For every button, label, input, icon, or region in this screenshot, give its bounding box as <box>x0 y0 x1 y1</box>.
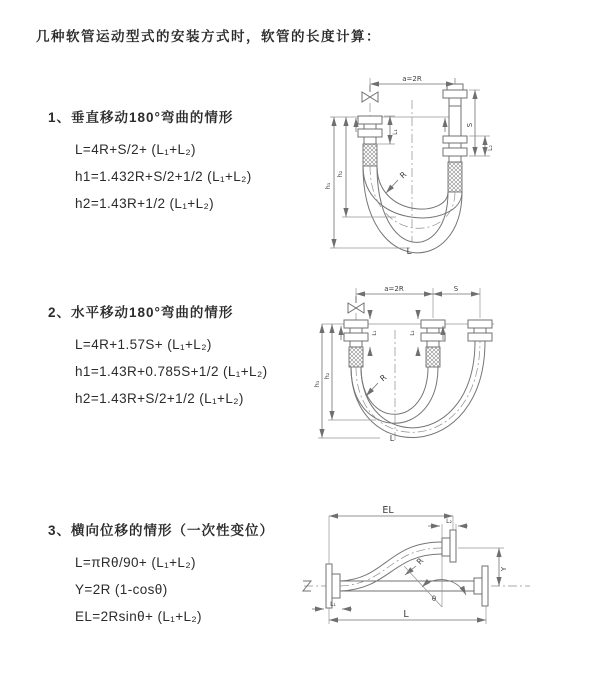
dimension-l2 <box>428 518 468 538</box>
dim-label-s: S <box>466 122 474 128</box>
dimension-l2 <box>410 310 418 356</box>
radius-callout <box>405 556 426 575</box>
length-label: L <box>403 609 409 620</box>
dim-label-l1: L₁ <box>330 601 336 608</box>
dim-label-l2: L₂ <box>410 330 416 336</box>
dim-label-h1: h₁ <box>324 182 332 190</box>
page-title: 几种软管运动型式的安装方式时，软管的长度计算： <box>36 29 381 44</box>
braided-hose-section <box>349 347 363 367</box>
diagram-lateral-displacement <box>298 502 600 650</box>
radius-label: R <box>378 372 389 384</box>
diagram-vertical-bend <box>312 70 597 265</box>
valve-icon <box>362 85 378 102</box>
dim-label-a2r: a=2R <box>384 285 404 293</box>
braided-hose-section <box>426 347 440 367</box>
dimension-l <box>329 606 486 624</box>
section-heading: 1、垂直移动180°弯曲的情形 <box>48 110 234 125</box>
formula-line: L=πRθ/90+ (L₁+L₂) <box>75 555 196 570</box>
straight-pipe <box>340 566 488 606</box>
braided-hose-section <box>448 162 462 192</box>
section-horizontal-bend <box>48 301 267 412</box>
formula-list <box>48 549 274 630</box>
dimension-l1 <box>370 310 378 356</box>
formula-line: h1=1.432R+S/2+1/2 (L₁+L₂) <box>75 169 252 184</box>
right-pipe <box>443 84 467 192</box>
section-lateral-displacement <box>48 519 274 630</box>
formula-line: h2=1.43R+1/2 (L₁+L₂) <box>75 196 215 211</box>
section-vertical-bend <box>48 106 252 217</box>
dimension-l1 <box>312 601 352 609</box>
dimension-a2r <box>370 75 455 85</box>
angle-label: θ <box>431 595 437 603</box>
dim-label-l1: L₁ <box>392 129 399 135</box>
dim-label-h2: h₂ <box>323 372 331 380</box>
dim-label-h2: h₂ <box>336 170 344 178</box>
formula-line: h1=1.43R+0.785S+1/2 (L₁+L₂) <box>75 364 268 379</box>
left-flange <box>344 320 368 367</box>
section-heading: 3、横向位移的情形（一次性变位） <box>48 523 275 538</box>
radius-label: R <box>398 169 409 181</box>
dim-label-y: Y <box>500 566 508 572</box>
diagram-horizontal-bend <box>308 280 600 465</box>
formula-line: L=4R+S/2+ (L₁+L₂) <box>75 142 196 157</box>
hose-curves <box>363 166 462 253</box>
upper-flange <box>442 530 456 562</box>
formula-list <box>48 331 267 412</box>
middle-flange <box>421 320 445 367</box>
formula-line: L=4R+1.57S+ (L₁+L₂) <box>75 337 212 352</box>
dim-label-l2: L₂ <box>487 145 494 151</box>
centerlines <box>330 78 455 242</box>
radius-callout <box>366 373 389 396</box>
formula-line: h2=1.43R+S/2+1/2 (L₁+L₂) <box>75 391 244 406</box>
dimension-el <box>329 505 453 567</box>
length-label: L <box>406 247 412 257</box>
dimension-s <box>466 90 494 156</box>
dim-label-l1: L₁ <box>372 330 378 336</box>
dim-label-s: S <box>453 285 459 293</box>
dim-label-el: EL <box>382 505 394 516</box>
radius-callout <box>386 170 409 193</box>
formula-line: Y=2R (1-cosθ) <box>75 582 168 597</box>
right-flange <box>468 320 492 341</box>
dim-label-l2: L₂ <box>446 518 452 525</box>
section-heading: 2、水平移动180°弯曲的情形 <box>48 305 234 320</box>
valve-icon <box>348 296 364 313</box>
formula-line: EL=2Rsinθ+ (L₁+L₂) <box>75 609 202 624</box>
left-flange <box>358 116 382 166</box>
radius-label: R <box>414 556 426 567</box>
dim-label-a2r: a=2R <box>402 75 422 83</box>
formula-list <box>48 136 252 217</box>
braided-hose-section <box>363 144 377 166</box>
length-label: L <box>389 434 395 443</box>
dim-label-h1: h₁ <box>313 380 321 388</box>
